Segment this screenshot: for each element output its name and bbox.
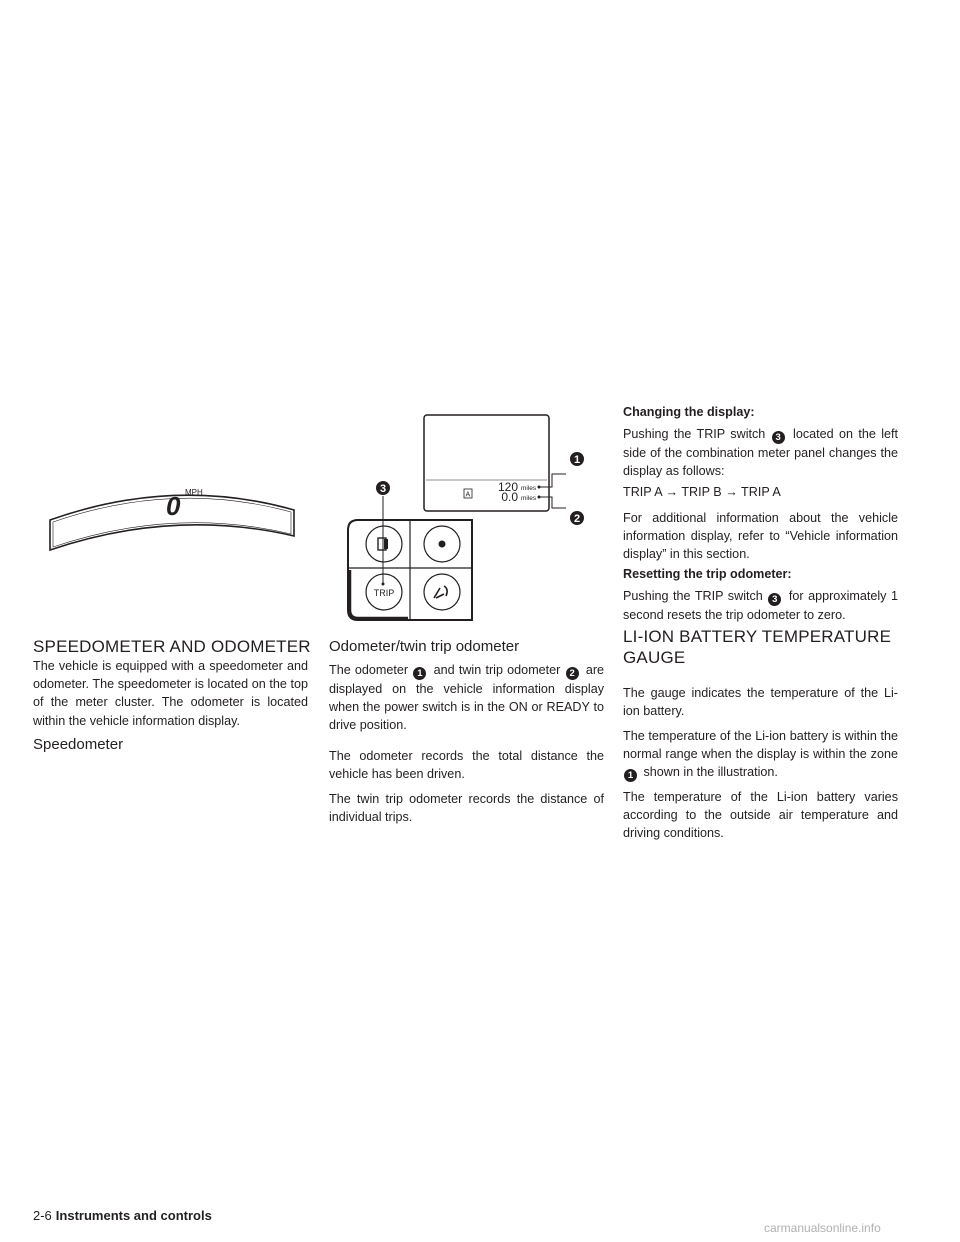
odometer-paragraph-2: The odometer records the total distance the vehicle has been driven.	[329, 749, 604, 782]
odometer-unit: miles	[521, 485, 537, 492]
trip-indicator: A	[465, 491, 471, 499]
battery-paragraph-3: The temperature of the Li-ion battery varies according to the outside air temperature and driving conditions.	[623, 790, 898, 841]
vehicle-info-display-reference: For additional information about the vehicle information display, refer to “Vehicle information display” in this section.	[623, 511, 898, 562]
trip-unit: miles	[521, 495, 537, 502]
watermark: carmanualsonline.info	[764, 1221, 881, 1235]
callout-ref-1: 1	[413, 667, 426, 680]
odometer-illustration	[340, 408, 595, 623]
page-number: 2-6	[33, 1208, 52, 1223]
callout-ref-1b: 1	[624, 769, 637, 782]
battery-paragraph-1: The gauge indicates the temperature of the Li-ion battery.	[623, 686, 898, 719]
battery-paragraph-2: The temperature of the Li-ion battery is within the normal range when the display is within the zone 1 shown in the illustration.	[623, 729, 898, 782]
callout-1-number: 1	[573, 454, 581, 466]
chapter-title: Instruments and controls	[55, 1208, 212, 1223]
section-title-battery-gauge: LI-ION BATTERY TEMPERATURE GAUGE	[623, 627, 892, 667]
speedometer-illustration	[42, 478, 304, 554]
callout-ref-3: 3	[772, 431, 785, 444]
odometer-paragraph-1: The odometer 1 and twin trip odometer 2 are displayed on the vehicle information display when the power switch is in the ON or READY to drive position.	[329, 663, 605, 733]
changing-display-paragraph: Pushing the TRIP switch 3 located on the left side of the combination meter panel changes the display as follows:	[623, 427, 898, 479]
trip-sequence: TRIP A → TRIP B → TRIP A	[623, 485, 781, 499]
speedometer-intro-paragraph: The vehicle is equipped with a speedometer and odometer. The speedometer is located on the top of the meter cluster. The odometer is located within the vehicle information display.	[33, 659, 308, 728]
callout-ref-2: 2	[566, 667, 579, 680]
speed-unit: MPH	[185, 488, 203, 497]
heading-resetting-trip: Resetting the trip odometer:	[623, 567, 792, 581]
trip-button-label: TRIP	[373, 588, 395, 598]
callout-2-number: 2	[573, 513, 581, 525]
page-footer	[33, 1208, 212, 1223]
trip-value: 0.0	[501, 490, 518, 504]
resetting-trip-paragraph: Pushing the TRIP switch 3 for approximately 1 second resets the trip odometer to zero.	[623, 589, 898, 622]
odometer-value: 120	[497, 480, 518, 494]
heading-changing-display: Changing the display:	[623, 405, 755, 419]
speed-value: 0	[166, 491, 181, 521]
section-title-speedometer-odometer: SPEEDOMETER AND ODOMETER	[33, 637, 311, 656]
callout-3-number: 3	[379, 483, 387, 495]
subsection-title-odometer: Odometer/twin trip odometer	[329, 638, 520, 655]
callout-ref-3b: 3	[768, 593, 781, 606]
odometer-paragraph-3: The twin trip odometer records the distance of individual trips.	[329, 792, 604, 825]
subsection-title-speedometer: Speedometer	[33, 736, 124, 753]
